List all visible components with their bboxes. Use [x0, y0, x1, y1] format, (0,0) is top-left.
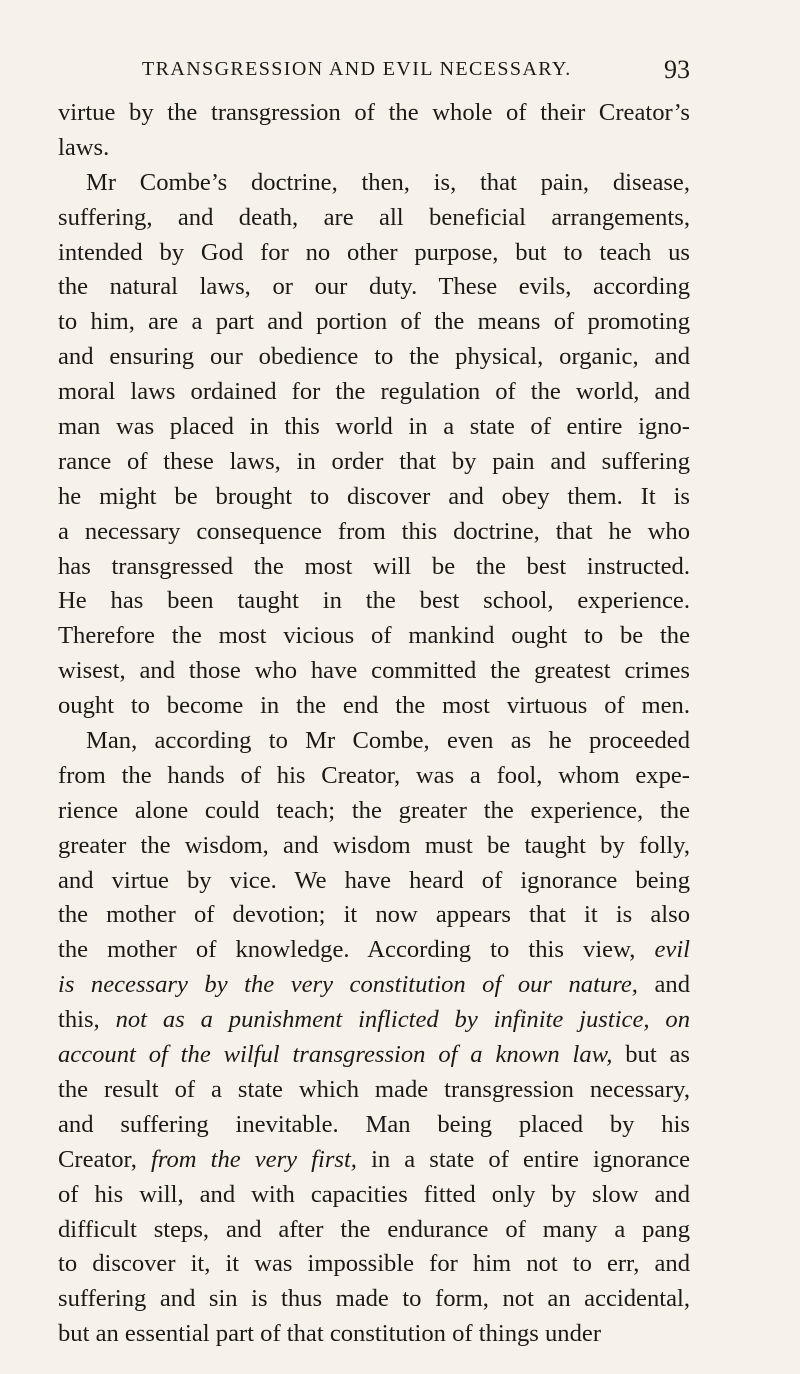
page-number: 93 [664, 55, 690, 84]
text-line: laws. [58, 133, 110, 161]
text-line: to him, are a part and portion of the means of promoting [58, 308, 690, 336]
text-line: virtue by the transgression of the whole of their Creator’s [58, 99, 690, 126]
italic-segment: from the very first, [151, 1145, 357, 1173]
text-line: greater the wisdom, and wisdom must be taught by folly, [58, 831, 690, 859]
text-line: the result of a state which made transgression necessary, [58, 1075, 690, 1103]
text-line: Man, according to Mr Combe, even as he proceeded [86, 727, 690, 755]
text-line: man was placed in this world in a state of entire igno- [58, 413, 690, 441]
text-line: has transgressed the most will be the best instructed. [58, 552, 690, 580]
text-line: the mother of devotion; it now appears that it is also [58, 901, 690, 929]
text-segment: but as [625, 1041, 690, 1069]
text-line: a necessary consequence from this doctrine, that he who [58, 517, 690, 545]
italic-segment: evil [654, 936, 690, 964]
text-line [58, 1038, 690, 1073]
text-line: suffering and sin is thus made to form, not an accidental, [58, 1285, 690, 1313]
text-line: and virtue by vice. We have heard of ignorance being [58, 866, 690, 894]
text-line: from the hands of his Creator, was a fool, whom expe- [58, 761, 690, 789]
text-line: ought to become in the end the most virtuous of men. [58, 692, 690, 720]
text-segment: in a state of entire ignorance [371, 1145, 691, 1173]
text-segment: Creator, [58, 1145, 137, 1173]
text-line: wisest, and those who have committed the greatest crimes [58, 657, 690, 685]
text-line [58, 933, 690, 968]
text-segment: and [654, 971, 691, 999]
italic-segment: not as a punishment inflicted by infinite justice, [115, 1006, 650, 1034]
text-line: Mr Combe’s doctrine, then, is, that pain, disease, [86, 168, 690, 196]
text-line: and suffering inevitable. Man being placed by his [58, 1110, 690, 1138]
text-line: of his will, and with capacities fitted only by slow and [58, 1180, 690, 1208]
italic-segment: is necessary by the very constitution of our nature, [58, 971, 638, 999]
italic-segment: on [665, 1006, 691, 1034]
text-line: to discover it, it was impossible for him not to err, and [58, 1250, 690, 1278]
italic-segment: account of the wilful transgression of a known law, [58, 1041, 613, 1069]
text-line: Therefore the most vicious of mankind ought to be the [58, 622, 690, 650]
text-line: suffering, and death, are all beneficial arrangements, [58, 203, 690, 231]
text-line: and ensuring our obedience to the physical, organic, and [58, 343, 690, 371]
text-segment: this, [58, 1006, 100, 1034]
text-line: difficult steps, and after the endurance of many a pang [58, 1215, 690, 1243]
text-line: moral laws ordained for the regulation of the world, and [58, 378, 690, 406]
running-head: TRANSGRESSION AND EVIL NECESSARY. [142, 58, 572, 80]
text-line: rience alone could teach; the greater the experience, the [58, 796, 690, 824]
text-line: he might be brought to discover and obey them. It is [58, 482, 690, 510]
text-line: the natural laws, or our duty. These evils, according [58, 273, 690, 301]
text-line: rance of these laws, in order that by pain and suffering [58, 447, 690, 475]
text-line: but an essential part of that constitution of things under [58, 1320, 602, 1348]
text-segment: the mother of knowledge. According to this view, [58, 936, 636, 964]
text-line: He has been taught in the best school, experience. [58, 587, 690, 615]
text-line [58, 1003, 690, 1038]
text-line: intended by God for no other purpose, but to teach us [58, 238, 690, 266]
body-text [58, 96, 690, 1352]
text-line [58, 968, 690, 1003]
text-line [58, 1143, 690, 1178]
